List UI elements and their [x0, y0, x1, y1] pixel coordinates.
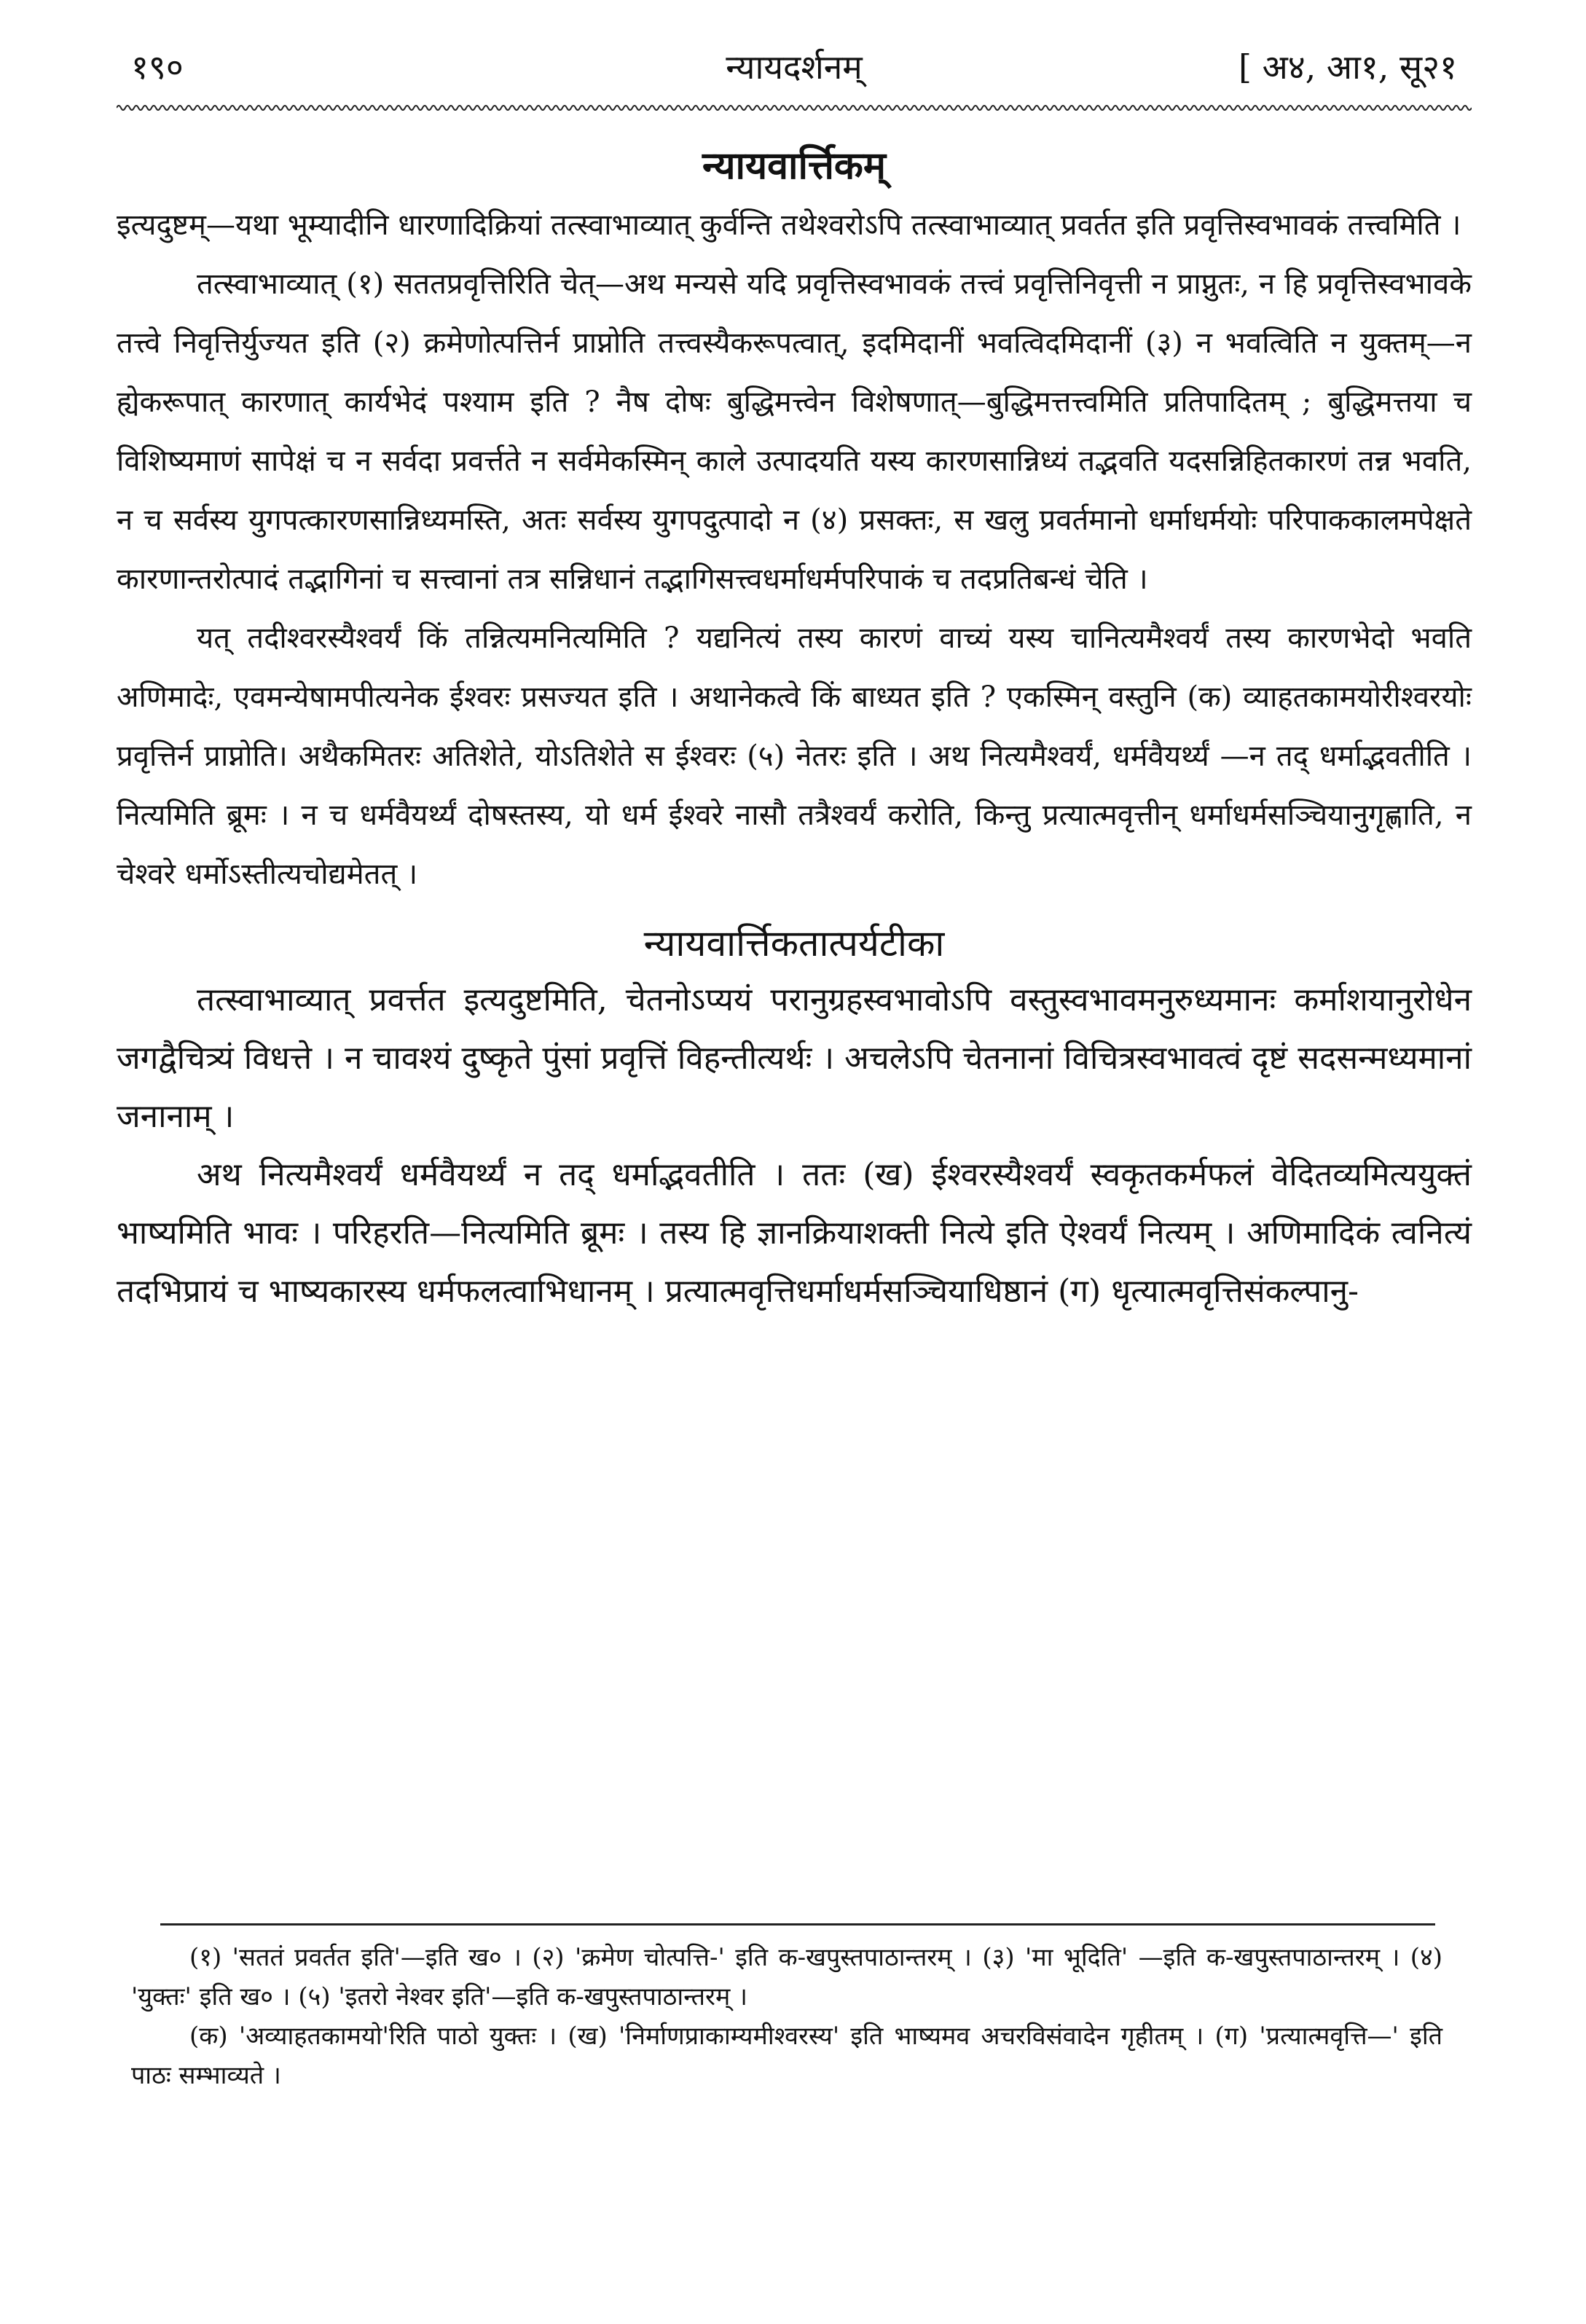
vartika-heading: न्यायवार्त्तिकम् — [702, 144, 886, 188]
page-number: १९० — [131, 47, 184, 87]
section-reference: [ अ४, आ१, सू२१ — [1238, 47, 1457, 87]
footnotes — [131, 1938, 1442, 2095]
footnote-lettered: (क) 'अव्याहतकामयो'रिति पाठो युक्तः । (ख) 'निर्माणप्राकाम्यमीश्वरस्य' इति भाष्यमव अचरविसंवादेन गृहीतम् । (ग) 'प्रत्यात्मवृत्ति—' इति पाठः सम्भाव्यते । — [131, 2022, 1442, 2090]
vartika-paragraph-3: यत् तदीश्वरस्यैश्वर्यं किं तन्नित्यमनित्यमिति ? यद्यनित्यं तस्य कारणं वाच्यं यस्य चानित्यमैश्वर्यं तस्य कारणभेदो भवति अणिमादेः, एवमन्येषामपीत्यनेक ईश्वरः प्रसज्यत इति । अथानेकत्वे किं बाध्यत इति ? एकस्मिन् वस्तुनि (क) व्याहतकामयोरीश्वरयोः प्रवृत्तिर्न प्राप्नोति। अथैकमितरः अतिशेते, योऽतिशेते स ईश्वरः (५) नेतरः इति । अथ नित्यमैश्वर्यं, धर्मवैयर्थ्यं —न तद् धर्माद्भवतीति । नित्यमिति ब्रूमः । न च धर्मवैयर्थ्यं दोषस्तस्य, यो धर्म ईश्वरे नासौ तत्रैश्वर्यं करोति, किन्तु प्रत्यात्मवृत्तीन् धर्माधर्मसञ्चियानुगृह्णाति, न चेश्वरे धर्मोऽस्तीत्यचोद्यमेतत् । — [117, 621, 1472, 891]
vartika-paragraph-2: तत्स्वाभाव्यात् (१) सततप्रवृत्तिरिति चेत्—अथ मन्यसे यदि प्रवृत्तिस्वभावकं तत्त्वं प्रवृत्तिनिवृत्ती न प्राप्नुतः, न हि प्रवृत्तिस्वभावके तत्त्वे निवृत्तिर्युज्यत इति (२) क्रमेणोत्पत्तिर्न प्राप्नोति तत्त्वस्यैकरूपत्वात्, इदमिदानीं भवत्विदमिदानीं (३) न भवत्विति न युक्तम्—न ह्येकरूपात् कारणात् कार्यभेदं पश्याम इति ? नैष दोषः बुद्धिमत्त्वेन विशेषणात्—बुद्धिमत्तत्त्वमिति प्रतिपादितम् ; बुद्धिमत्तया च विशिष्यमाणं सापेक्षं च न सर्वदा प्रवर्त्तते न सर्वमेकस्मिन् काले उत्पादयति यस्य कारणसान्निध्यं तद्भवति यदसन्निहितकारणं तन्न भवति, न च सर्वस्य युगपत्कारणसान्निध्यमस्ति, अतः सर्वस्य युगपदुत्पादो न (४) प्रसक्तः, स खलु प्रवर्तमानो धर्माधर्मयोः परिपाककालमपेक्षते कारणान्तरोत्पादं तद्भागिनां च सत्त्वानां तत्र सन्निधानं तद्भागिसत्त्वधर्माधर्मपरिपाकं च तदप्रतिबन्धं चेति । — [117, 267, 1472, 596]
tika-paragraph-1: तत्स्वाभाव्यात् प्रवर्त्तत इत्यदुष्टमिति, चेतनोऽप्ययं परानुग्रहस्वभावोऽपि वस्तुस्वभावमनुरुध्यमानः कर्माशयानुरोधेन जगद्वैचित्र्यं विधत्ते । न चावश्यं दुष्कृते पुंसां प्रवृत्तिं विहन्तीत्यर्थः । अचलेऽपि चेतनानां विचित्रस्वभावत्वं दृष्टं सदसन्मध्यमानां जनानाम् । — [117, 981, 1472, 1135]
footnote-rule — [160, 1923, 1435, 1925]
page-body — [117, 138, 1472, 1321]
running-title: न्यायदर्शनम् — [726, 47, 863, 87]
vartika-paragraph-1: इत्यदुष्टम्—यथा भूम्यादीनि धारणादिक्रियां तत्स्वाभाव्यात् कुर्वन्ति तथेश्वरोऽपि तत्स्वाभाव्यात् प्रवर्तत इति प्रवृत्तिस्वभावकं तत्त्वमिति । — [117, 208, 1461, 242]
wavy-divider — [117, 101, 1472, 115]
tika-heading: न्यायवार्त्तिकतात्पर्यटीका — [643, 922, 945, 965]
page-header — [131, 44, 1457, 95]
tika-paragraph-2: अथ नित्यमैश्वर्यं धर्मवैयर्थ्यं न तद् धर्माद्भवतीति । ततः (ख) ईश्वरस्यैश्वर्यं स्वकृतकर्मफलं वेदितव्यमित्ययुक्तं भाष्यमिति भावः । परिहरति—नित्यमिति ब्रूमः । तस्य हि ज्ञानक्रियाशक्ती नित्ये इति ऐश्वर्यं नित्यम् । अणिमादिकं त्वनित्यं तदभिप्रायं च भाष्यकारस्य धर्मफलत्वाभिधानम् । प्रत्यात्मवृत्तिधर्माधर्मसञ्चियाधिष्ठानं (ग) धृत्यात्मवृत्तिसंकल्पानु- — [117, 1156, 1472, 1310]
footnote-numbered: (१) 'सततं प्रवर्तत इति'—इति ख० । (२) 'क्रमेण चोत्पत्ति-' इति क-खपुस्तपाठान्तरम् । (३) 'मा भूदिति' —इति क-खपुस्तपाठान्तरम् । (४) 'युक्तः' इति ख० । (५) 'इतरो नेश्वर इति'—इति क-खपुस्तपाठान्तरम् । — [131, 1943, 1442, 2011]
